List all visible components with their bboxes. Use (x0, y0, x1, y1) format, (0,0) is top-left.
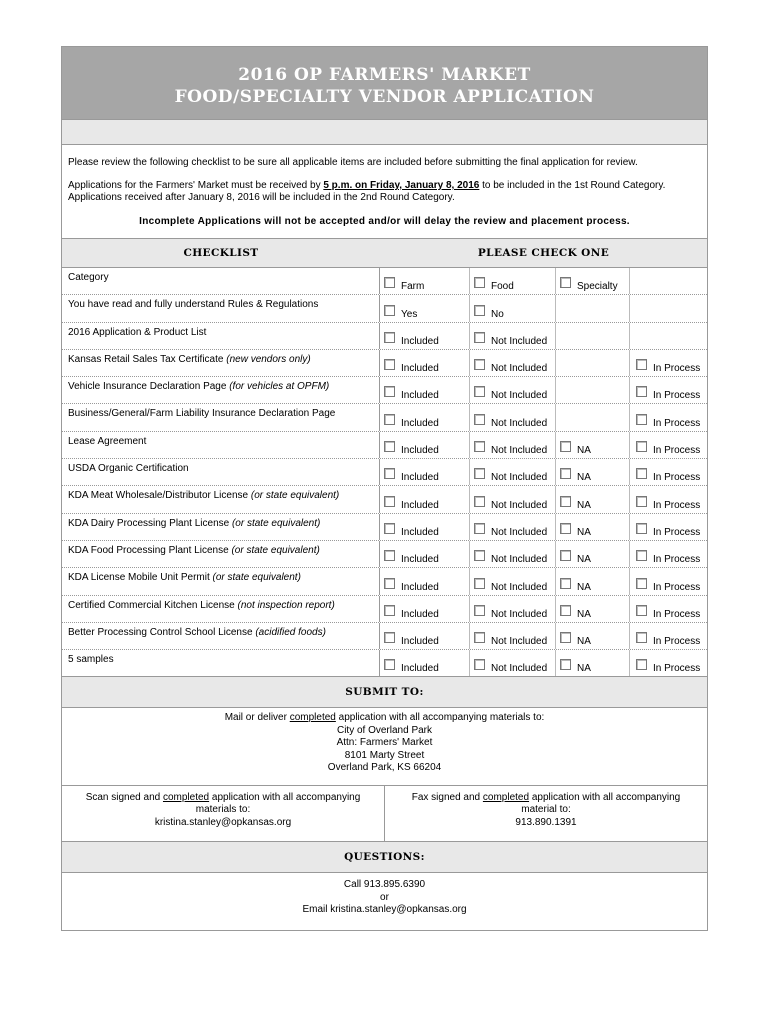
option-label: In Process (653, 499, 701, 511)
option-cell (556, 514, 630, 540)
checkbox[interactable] (384, 441, 395, 452)
option-cell (470, 650, 556, 676)
option-cell (380, 432, 470, 458)
option-cell (380, 377, 470, 403)
address-line-2: Attn: Farmers' Market (336, 737, 433, 749)
checkbox[interactable] (560, 659, 571, 670)
address-line-4: Overland Park, KS 66204 (327, 762, 442, 774)
blank-divider-bar (62, 119, 707, 145)
item-label-text: USDA Organic Certification (68, 463, 189, 475)
checklist-row (62, 432, 707, 459)
option-label: NA (577, 445, 591, 457)
option-label: Included (401, 445, 439, 457)
option-cell (630, 268, 707, 294)
option-cell (470, 268, 556, 294)
option-label: Not Included (491, 554, 548, 566)
option-label: Included (401, 608, 439, 620)
scan-email: kristina.stanley@opkansas.org (154, 816, 292, 828)
checkbox[interactable] (474, 414, 485, 425)
option-label: In Process (653, 608, 701, 620)
checkbox[interactable] (474, 523, 485, 534)
option-label: Not Included (491, 636, 548, 648)
checklist-item-label (62, 486, 380, 512)
deadline-text-after: to be included in the 1st Round Category. (479, 180, 666, 191)
scan-text-underlined: completed (162, 791, 210, 803)
item-label-text: KDA Food Processing Plant License (68, 544, 232, 556)
questions-email: Email kristina.stanley@opkansas.org (302, 904, 467, 916)
option-cell (380, 568, 470, 594)
option-cell (556, 350, 630, 376)
item-label-text: Category (68, 272, 109, 283)
checklist-row (62, 323, 707, 350)
option-cell (630, 623, 707, 649)
item-label-note: (for vehicles at OPFM) (229, 381, 330, 393)
option-cell (380, 541, 470, 567)
submit-heading: SUBMIT TO: (62, 676, 707, 708)
scan-instruction (62, 786, 385, 842)
checkbox[interactable] (384, 386, 395, 397)
checkbox[interactable] (636, 523, 647, 534)
checkbox[interactable] (384, 659, 395, 670)
option-label: Not Included (491, 663, 548, 675)
option-label: NA (577, 554, 591, 566)
option-label: In Process (653, 417, 701, 429)
item-label-text: Better Processing Control School License (68, 626, 256, 638)
checklist-row (62, 268, 707, 295)
item-label-note: (acidified foods) (255, 626, 326, 638)
option-label: In Process (653, 526, 701, 538)
checkbox[interactable] (636, 468, 647, 479)
checklist-item-label (62, 514, 380, 540)
item-label-note: (not inspection report) (237, 599, 335, 611)
option-label: Included (401, 581, 439, 593)
option-label: Included (401, 636, 439, 648)
option-cell (380, 623, 470, 649)
deadline-date: 5 p.m. on Friday, January 8, 2016 (323, 180, 480, 191)
checkbox[interactable] (560, 496, 571, 507)
checkbox[interactable] (474, 659, 485, 670)
option-cell (470, 432, 556, 458)
option-label: NA (577, 472, 591, 484)
questions-or: or (380, 891, 389, 903)
option-label: Not Included (491, 499, 548, 511)
option-cell (630, 541, 707, 567)
fax-number: 913.890.1391 (515, 816, 577, 828)
checklist-item-label (62, 432, 380, 458)
option-cell (470, 486, 556, 512)
option-cell (380, 650, 470, 676)
checkbox[interactable] (560, 468, 571, 479)
checklist-item-label (62, 459, 380, 485)
checkbox[interactable] (636, 441, 647, 452)
address-line-1: City of Overland Park (336, 724, 433, 736)
option-label: Not Included (491, 445, 548, 457)
mail-text-underlined: completed (289, 712, 336, 724)
checkbox[interactable] (384, 523, 395, 534)
checklist-item-label (62, 596, 380, 622)
scan-fax-block (62, 786, 707, 842)
option-label: In Process (653, 390, 701, 402)
option-cell (630, 350, 707, 376)
option-label: No (491, 308, 504, 320)
mail-address-block (62, 708, 707, 786)
checkbox[interactable] (474, 468, 485, 479)
option-cell (556, 404, 630, 430)
checkbox[interactable] (636, 605, 647, 616)
item-label-note: (or state equivalent) (212, 572, 301, 584)
item-label-note: (or state equivalent) (231, 544, 320, 556)
checklist-row (62, 459, 707, 486)
checkbox[interactable] (560, 523, 571, 534)
checkbox[interactable] (636, 632, 647, 643)
checklist-item-label (62, 323, 380, 349)
item-label-text: KDA Meat Wholesale/Distributor License (68, 490, 251, 502)
checkbox[interactable] (384, 550, 395, 561)
option-cell (630, 432, 707, 458)
option-cell (470, 295, 556, 321)
scan-text-before: Scan signed and (85, 791, 163, 803)
option-label: In Process (653, 445, 701, 457)
intro-paragraph-1: Please review the following checklist to be sure all applicable items are included before submitting the final application for review. (68, 157, 638, 168)
option-cell (630, 596, 707, 622)
option-cell (380, 514, 470, 540)
option-cell (556, 486, 630, 512)
option-cell (470, 459, 556, 485)
item-label-text: KDA License Mobile Unit Permit (68, 572, 213, 584)
option-label: NA (577, 526, 591, 538)
option-label: Not Included (491, 363, 548, 375)
checklist-rows (62, 268, 707, 676)
checkbox[interactable] (474, 632, 485, 643)
checkbox[interactable] (384, 605, 395, 616)
option-cell (556, 596, 630, 622)
option-cell (556, 541, 630, 567)
option-cell (630, 323, 707, 349)
option-cell (470, 377, 556, 403)
checkbox[interactable] (560, 578, 571, 589)
checkbox[interactable] (636, 386, 647, 397)
checkbox[interactable] (474, 386, 485, 397)
checkbox[interactable] (384, 359, 395, 370)
checkbox[interactable] (474, 605, 485, 616)
questions-heading: QUESTIONS: (62, 841, 707, 873)
checkbox[interactable] (636, 550, 647, 561)
option-label: Included (401, 417, 439, 429)
item-label-note: (or state equivalent) (250, 490, 340, 502)
checkbox[interactable] (636, 414, 647, 425)
option-cell (556, 623, 630, 649)
vendor-application-form (61, 46, 708, 931)
checkbox[interactable] (560, 605, 571, 616)
checkbox[interactable] (474, 332, 485, 343)
mail-text-after: application with all accompanying materials to: (335, 712, 545, 724)
option-cell (380, 295, 470, 321)
checklist-item-label (62, 268, 380, 294)
checkbox[interactable] (636, 659, 647, 670)
checklist-row (62, 404, 707, 431)
checkbox[interactable] (474, 305, 485, 316)
item-label-text: Business/General/Farm Liability Insurance Declaration Page (68, 408, 336, 420)
option-label: Included (401, 554, 439, 566)
checkbox[interactable] (560, 441, 571, 452)
option-cell (630, 459, 707, 485)
checklist-item-label (62, 650, 380, 676)
option-cell (556, 268, 630, 294)
checklist-row (62, 596, 707, 623)
checklist-item-label (62, 350, 380, 376)
option-label: Not Included (491, 390, 548, 402)
option-label: Food (491, 281, 514, 293)
option-label: Included (401, 663, 439, 675)
checkbox[interactable] (384, 277, 395, 288)
option-label: In Process (653, 554, 701, 566)
item-label-note: (new vendors only) (226, 353, 311, 365)
questions-block (62, 873, 707, 930)
checkbox[interactable] (384, 305, 395, 316)
intro-paragraph-2 (68, 180, 701, 204)
option-cell (380, 459, 470, 485)
option-cell (630, 377, 707, 403)
checklist-row (62, 377, 707, 404)
checkbox[interactable] (474, 496, 485, 507)
checklist-row (62, 486, 707, 513)
form-title (62, 47, 707, 119)
checklist-item-label (62, 568, 380, 594)
fax-text-underlined: completed (482, 791, 530, 803)
item-label-text: KDA Dairy Processing Plant License (68, 517, 232, 529)
checklist-item-label (62, 623, 380, 649)
checkbox[interactable] (384, 332, 395, 343)
option-cell (470, 350, 556, 376)
checkbox[interactable] (636, 359, 647, 370)
option-label: Not Included (491, 472, 548, 484)
option-cell (380, 596, 470, 622)
option-cell (556, 568, 630, 594)
option-cell (556, 432, 630, 458)
option-cell (630, 486, 707, 512)
option-cell (470, 404, 556, 430)
checkbox[interactable] (474, 550, 485, 561)
option-label: Not Included (491, 608, 548, 620)
option-label: Included (401, 335, 439, 347)
option-label: NA (577, 608, 591, 620)
option-label: NA (577, 499, 591, 511)
checklist-row (62, 350, 707, 377)
fax-text-after: application with all accompanying material to: (521, 791, 681, 816)
item-label-note: (or state equivalent) (231, 517, 321, 529)
option-cell (380, 268, 470, 294)
option-cell (470, 623, 556, 649)
checklist-item-label (62, 404, 380, 430)
mail-text-before: Mail or deliver (224, 712, 290, 724)
option-cell (630, 295, 707, 321)
checklist-row (62, 650, 707, 676)
option-label: NA (577, 581, 591, 593)
checklist-item-label (62, 295, 380, 321)
checklist-row (62, 568, 707, 595)
checkbox[interactable] (474, 578, 485, 589)
checkbox[interactable] (384, 496, 395, 507)
option-label: NA (577, 663, 591, 675)
option-cell (380, 486, 470, 512)
intro-section (62, 145, 707, 238)
mail-instruction (62, 712, 707, 725)
checkbox[interactable] (384, 414, 395, 425)
option-label: Included (401, 526, 439, 538)
option-cell (630, 404, 707, 430)
checkbox[interactable] (384, 468, 395, 479)
option-label: Farm (401, 281, 425, 293)
check-one-heading: PLEASE CHECK ONE (477, 247, 610, 259)
checkbox[interactable] (474, 359, 485, 370)
incomplete-warning: Incomplete Applications will not be accepted and/or will delay the review and placement process. (139, 216, 630, 227)
checkbox[interactable] (560, 632, 571, 643)
item-label-text: 5 samples (68, 654, 114, 666)
option-cell (556, 377, 630, 403)
option-cell (630, 568, 707, 594)
item-label-text: Lease Agreement (68, 435, 147, 447)
checkbox[interactable] (560, 277, 571, 288)
second-round-text: Applications received after January 8, 2016 will be included in the 2nd Round Category. (68, 192, 455, 203)
option-cell (470, 568, 556, 594)
fax-instruction (385, 786, 707, 842)
checklist-item-label (62, 377, 380, 403)
option-cell (380, 350, 470, 376)
option-label: In Process (653, 472, 701, 484)
checkbox[interactable] (384, 632, 395, 643)
checklist-row (62, 295, 707, 322)
checkbox[interactable] (384, 578, 395, 589)
option-label: Specialty (577, 281, 618, 293)
option-label: Not Included (491, 526, 548, 538)
option-cell (470, 596, 556, 622)
option-label: In Process (653, 581, 701, 593)
checklist-item-label (62, 541, 380, 567)
title-line-2: FOOD/SPECIALTY VENDOR APPLICATION (174, 87, 595, 107)
option-label: Included (401, 499, 439, 511)
option-cell (556, 323, 630, 349)
option-cell (630, 650, 707, 676)
option-label: Not Included (491, 417, 548, 429)
option-cell (470, 541, 556, 567)
checklist-heading: CHECKLIST (183, 247, 259, 259)
option-cell (470, 323, 556, 349)
option-cell (556, 295, 630, 321)
option-cell (556, 459, 630, 485)
checklist-row (62, 541, 707, 568)
scan-text-after: application with all accompanying materials to: (195, 791, 361, 816)
option-label: In Process (653, 363, 701, 375)
checkbox[interactable] (636, 578, 647, 589)
checklist-row (62, 514, 707, 541)
option-label: Yes (401, 308, 418, 320)
option-cell (630, 514, 707, 540)
checkbox[interactable] (474, 441, 485, 452)
item-label-text: You have read and fully understand Rules & Regulations (68, 299, 319, 311)
deadline-text-before: Applications for the Farmers' Market must be received by (68, 180, 324, 191)
item-label-text: 2016 Application & Product List (68, 326, 207, 338)
address-line-3: 8101 Marty Street (344, 749, 425, 761)
item-label-text: Kansas Retail Sales Tax Certificate (68, 353, 227, 365)
option-label: Included (401, 363, 439, 375)
checklist-row (62, 623, 707, 650)
option-cell (380, 323, 470, 349)
option-label: NA (577, 636, 591, 648)
checkbox[interactable] (560, 550, 571, 561)
title-line-1: 2016 OP FARMERS' MARKET (238, 65, 531, 85)
checklist-header (62, 238, 707, 268)
item-label-text: Vehicle Insurance Declaration Page (68, 381, 230, 393)
option-label: Included (401, 472, 439, 484)
fax-text-before: Fax signed and (411, 791, 483, 803)
option-cell (470, 514, 556, 540)
questions-call: Call 913.895.6390 (343, 879, 426, 891)
option-label: In Process (653, 636, 701, 648)
item-label-text: Certified Commercial Kitchen License (68, 599, 238, 611)
checkbox[interactable] (474, 277, 485, 288)
checkbox[interactable] (636, 496, 647, 507)
option-label: In Process (653, 663, 701, 675)
option-cell (556, 650, 630, 676)
option-label: Included (401, 390, 439, 402)
option-label: Not Included (491, 335, 548, 347)
option-cell (380, 404, 470, 430)
option-label: Not Included (491, 581, 548, 593)
